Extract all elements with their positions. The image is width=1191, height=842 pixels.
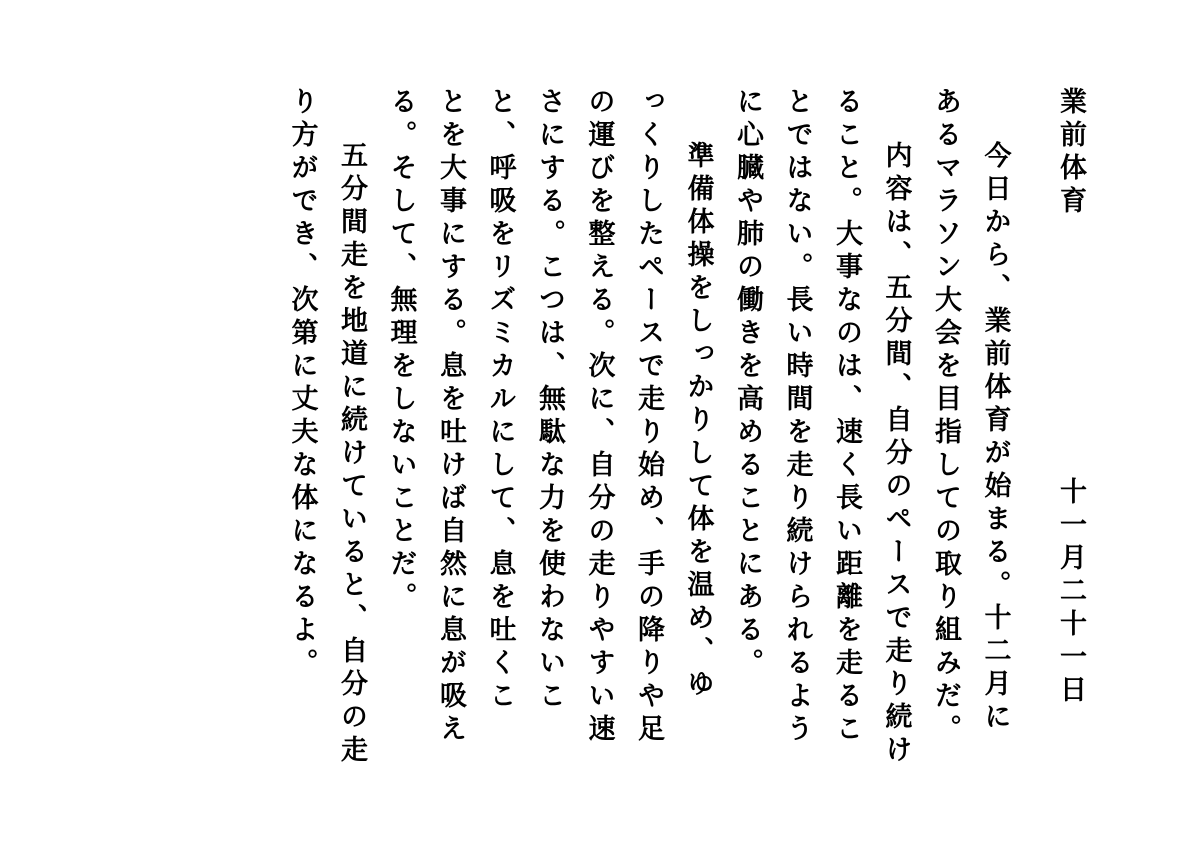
text-line: の運びを整える。次に、自分の走りやすい速 xyxy=(583,87,615,747)
text-line: ること。大事なのは、速く長い距離を走るこ xyxy=(831,87,862,747)
text-line: 内容は、五分間、自分のペースで走り続け xyxy=(880,141,912,768)
document-title: 業前体育 xyxy=(1055,87,1086,219)
text-line: る。そして、無理をしないことだ。 xyxy=(385,87,417,615)
text-line: 五分間走を地道に続けていると、自分の走 xyxy=(336,141,367,768)
text-line: さにする。こつは、無駄な力を使わないこ xyxy=(534,87,565,714)
text-line: っくりしたペースで走り始め、手の降りや足 xyxy=(633,87,664,747)
document-header xyxy=(1046,87,1096,842)
text-line: あるマラソン大会を目指しての取り組みだ。 xyxy=(930,87,961,747)
text-line: 今日から、業前体育が始まる。十二月に xyxy=(979,141,1011,735)
text-line: とを大事にする。息を吐けば自然に息が吸え xyxy=(435,87,466,747)
text-line: と、呼吸をリズミカルにして、息を吐くこ xyxy=(484,87,516,714)
document-date: 十一月二十一日 xyxy=(1055,477,1086,708)
text-line: とではない。長い時間を走り続けられるよう xyxy=(781,87,813,747)
text-line: に心臓や肺の働きを高めることにある。 xyxy=(732,87,763,681)
text-line: り方ができ、次第に丈夫な体になるよ。 xyxy=(286,87,318,681)
text-line: 準備体操をしっかりして体を温め、ゆ xyxy=(682,141,714,702)
